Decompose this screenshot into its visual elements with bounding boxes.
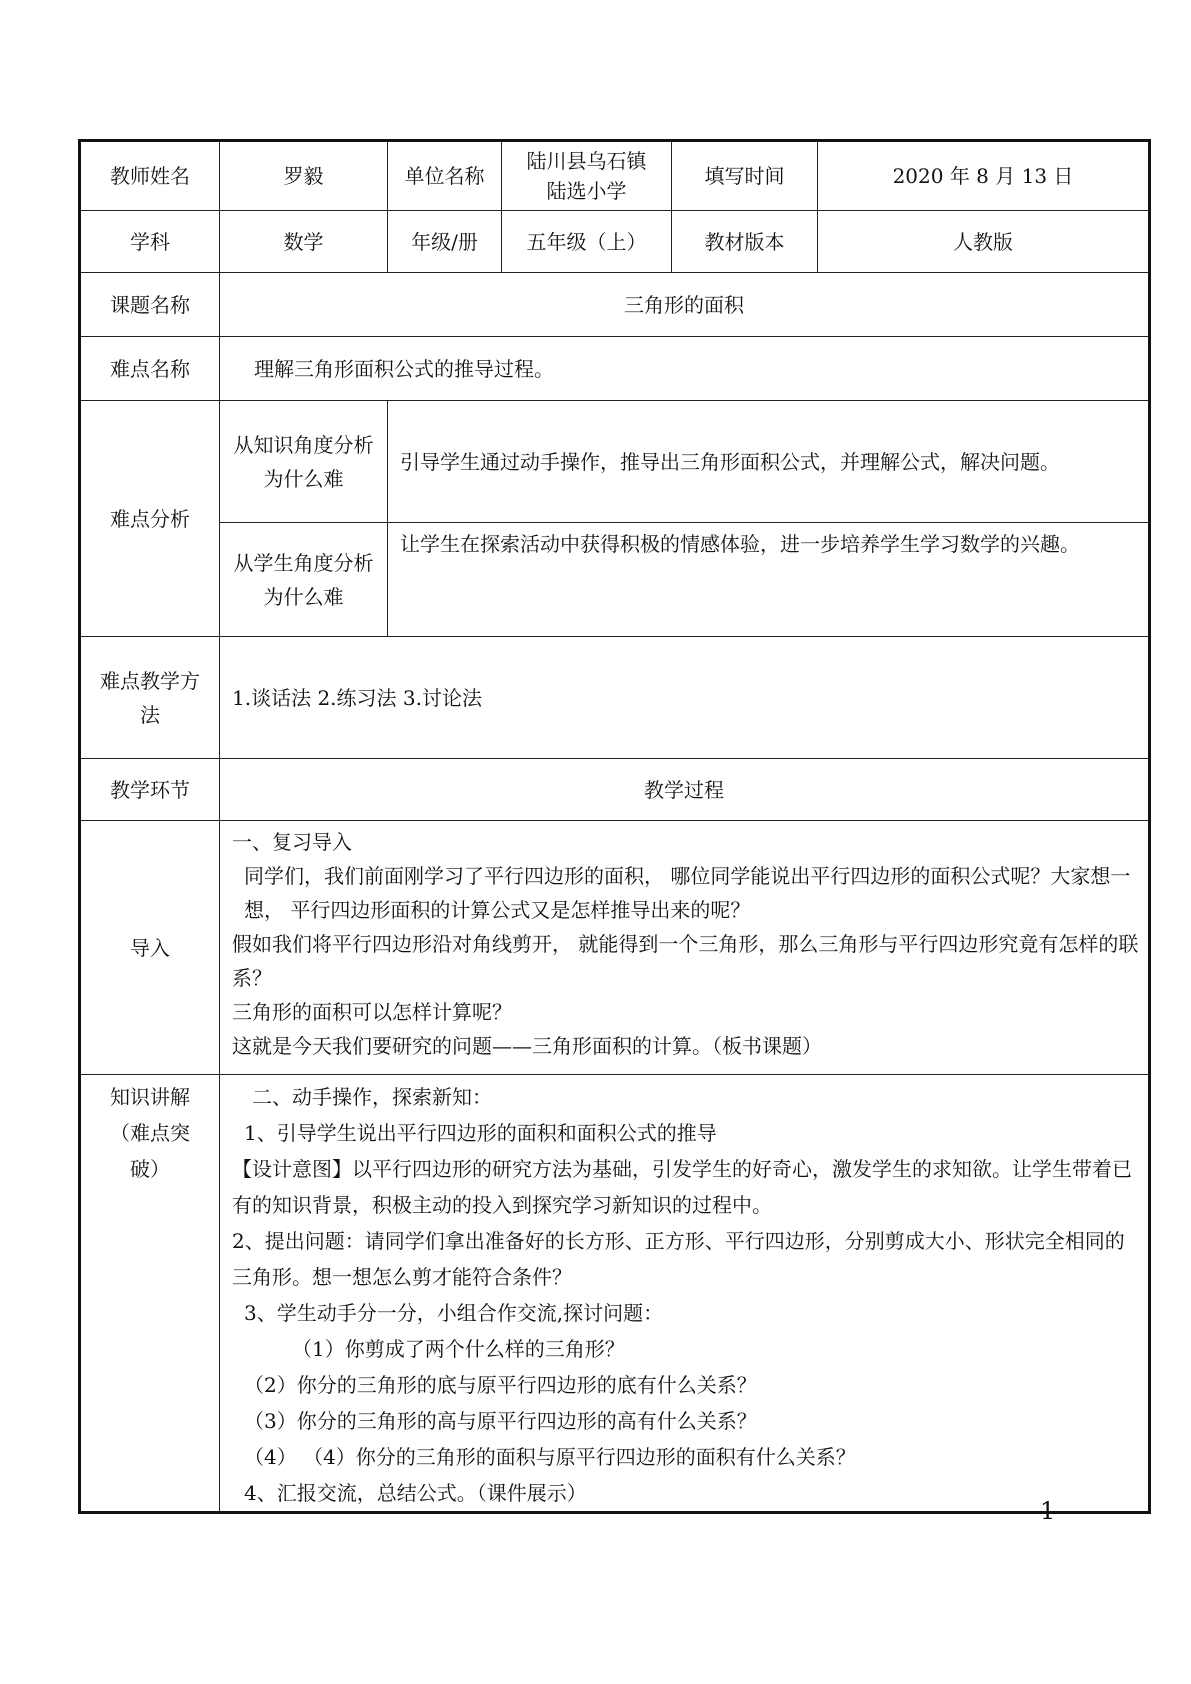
knowledge-angle-label-line1: 从知识角度分析 (233, 432, 374, 457)
knowledge-line-5: 3、学生动手分一分，小组合作交流,探讨问题： (244, 1301, 664, 1325)
unit-label: 单位名称 (388, 141, 502, 211)
intro-content (220, 821, 1150, 1075)
knowledge-line-7: （2）你分的三角形的底与原平行四边形的底有什么关系？ (244, 1373, 757, 1397)
topic-label: 课题名称 (80, 273, 220, 337)
subject-row (80, 211, 1150, 273)
edition-label: 教材版本 (672, 211, 818, 273)
process-value: 教学过程 (220, 759, 1150, 821)
difficulty-label: 难点名称 (80, 337, 220, 401)
method-label-line2: 法 (140, 702, 160, 727)
knowledge-angle-label (220, 401, 388, 523)
knowledge-line-3: 【设计意图】以平行四边形的研究方法为基础，引发学生的好奇心，激发学生的求知欲。让学生带着已有的知识背景，积极主动的投入到探究学习新知识的过程中。 (232, 1157, 1132, 1217)
difficulty-value: 理解三角形面积公式的推导过程。 (220, 337, 1150, 401)
unit-value-line1: 陆川县乌石镇 (526, 149, 647, 173)
intro-line-2: 同学们，我们前面刚学习了平行四边形的面积， 哪位同学能说出平行四边形的面积公式呢？大家想一想， 平行四边形面积的计算公式又是怎样推导出来的呢？ (244, 864, 1131, 922)
knowledge-angle-value: 引导学生通过动手操作，推导出三角形面积公式，并理解公式，解决问题。 (388, 401, 1150, 523)
knowledge-label-line3: 破） (130, 1157, 170, 1181)
intro-line-1: 一、复习导入 (232, 830, 352, 854)
subject-label: 学科 (80, 211, 220, 273)
student-angle-value: 让学生在探索活动中获得积极的情感体验，进一步培养学生学习数学的兴趣。 (388, 523, 1150, 637)
process-header-row (80, 759, 1150, 821)
knowledge-line-1: 二、动手操作，探索新知： (252, 1085, 492, 1109)
difficulty-row (80, 337, 1150, 401)
knowledge-label-line2: （难点突 (110, 1121, 190, 1145)
intro-line-3: 假如我们将平行四边形沿对角线剪开， 就能得到一个三角形，那么三角形与平行四边形究竟有怎样的联系？ (232, 932, 1139, 990)
grade-label: 年级/册 (388, 211, 502, 273)
student-angle-label-line1: 从学生角度分析 (233, 550, 374, 575)
intro-label: 导入 (80, 821, 220, 1075)
knowledge-line-10: 4、汇报交流，总结公式。（课件展示） (244, 1481, 587, 1505)
unit-value-line2: 陆选小学 (546, 179, 627, 203)
method-label-line1: 难点教学方 (100, 668, 200, 693)
analysis-label: 难点分析 (80, 401, 220, 637)
knowledge-line-6: （1）你剪成了两个什么样的三角形？ (292, 1337, 625, 1361)
analysis-row-knowledge (80, 401, 1150, 523)
knowledge-line-2: 1、引导学生说出平行四边形的面积和面积公式的推导 (244, 1121, 717, 1145)
intro-row (80, 821, 1150, 1075)
knowledge-label (80, 1075, 220, 1513)
analysis-row-student (80, 523, 1150, 637)
method-value: 1.谈话法 2.练习法 3.讨论法 (220, 637, 1150, 759)
process-label: 教学环节 (80, 759, 220, 821)
student-angle-label-line2: 为什么难 (263, 584, 344, 609)
grade-value: 五年级（上） (502, 211, 672, 273)
header-row (80, 141, 1150, 211)
knowledge-angle-label-line2: 为什么难 (263, 466, 344, 491)
date-label: 填写时间 (672, 141, 818, 211)
teacher-value: 罗毅 (220, 141, 388, 211)
lesson-plan-table (78, 139, 1151, 1514)
unit-value (502, 141, 672, 211)
knowledge-content (220, 1075, 1150, 1513)
intro-line-4: 三角形的面积可以怎样计算呢？ (232, 1000, 512, 1024)
knowledge-line-8: （3）你分的三角形的高与原平行四边形的高有什么关系？ (244, 1409, 757, 1433)
topic-row (80, 273, 1150, 337)
student-angle-label (220, 523, 388, 637)
edition-value: 人教版 (818, 211, 1150, 273)
knowledge-row (80, 1075, 1150, 1513)
knowledge-label-line1: 知识讲解 (110, 1085, 190, 1109)
method-label (80, 637, 220, 759)
subject-value: 数学 (220, 211, 388, 273)
page-number: 1 (1040, 1497, 1056, 1525)
teacher-label: 教师姓名 (80, 141, 220, 211)
date-value: 2020 年 8 月 13 日 (818, 141, 1150, 211)
knowledge-line-9: （4） （4）你分的三角形的面积与原平行四边形的面积有什么关系？ (244, 1445, 856, 1469)
topic-value: 三角形的面积 (220, 273, 1150, 337)
method-row (80, 637, 1150, 759)
knowledge-line-4: 2、提出问题：请同学们拿出准备好的长方形、正方形、平行四边形，分别剪成大小、形状完全相同的三角形。想一想怎么剪才能符合条件？ (232, 1229, 1125, 1289)
intro-line-5: 这就是今天我们要研究的问题——三角形面积的计算。（板书课题） (232, 1034, 822, 1058)
